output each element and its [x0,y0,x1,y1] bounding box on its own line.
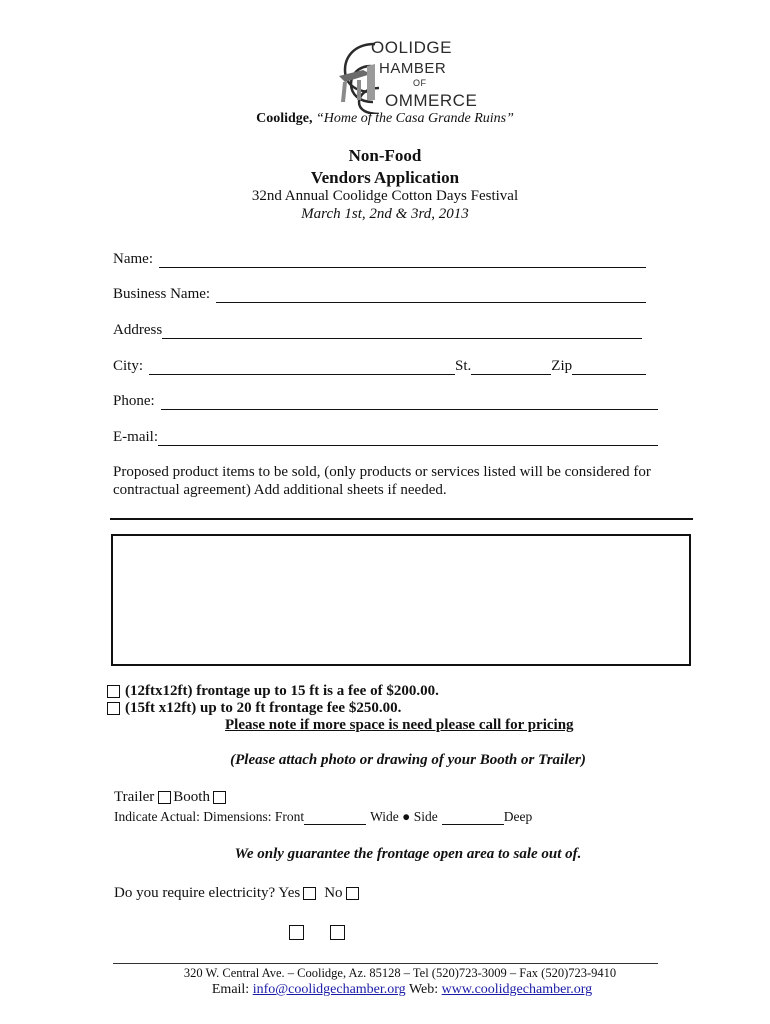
email-field[interactable] [158,431,658,446]
products-textarea[interactable] [111,534,691,666]
city-row [113,358,646,375]
products-instructions: Proposed product items to be sold, (only products or services listed will be considered for contractual agreement) Add additional sheets if needed. [113,464,651,498]
title-line-1: Non-Food [348,146,422,165]
space-note: Please note if more space is need please call for pricing [225,717,574,733]
address-label: Address [113,322,163,338]
option-15x12-label: (15ft x12ft) up to 20 ft frontage fee $250.00. [125,700,402,716]
extra-checkbox-1[interactable] [289,925,304,945]
booth-label: Booth [173,789,210,805]
footer-web-link[interactable]: www.coolidgechamber.org [441,982,593,997]
electricity-row [114,885,362,902]
attach-note: (Please attach photo or drawing of your Booth or Trailer) [230,752,586,768]
phone-label: Phone: [113,393,155,409]
footer-email-link[interactable]: info@coolidgechamber.org [252,982,406,997]
zip-field[interactable] [572,360,646,375]
zip-label: Zip [551,358,573,374]
extra-checkbox-2[interactable] [330,925,345,945]
tagline [0,111,770,127]
option-15x12[interactable] [107,700,401,717]
electricity-yes-checkbox[interactable] [303,887,316,900]
option-12x12[interactable] [107,683,439,700]
section-divider [110,518,693,520]
festival-dates: March 1st, 2nd & 3rd, 2013 [301,206,469,222]
name-label: Name: [113,251,153,267]
email-label: E-mail: [113,429,158,445]
extra-checkbox-1-box[interactable] [289,925,304,940]
phone-row [113,393,658,410]
footer-web-label: Web: [408,982,439,997]
footer-email-label: Email: [211,982,250,997]
state-field[interactable] [471,360,551,375]
booth-checkbox[interactable] [213,791,226,804]
city-field[interactable] [149,360,455,375]
trailer-label: Trailer [114,789,155,805]
logo-line-4: OMMERCE [385,91,478,110]
chamber-logo [335,36,478,114]
phone-field[interactable] [161,395,658,410]
footer-contact [0,982,770,998]
side-field[interactable] [442,812,504,825]
logo-line-2: HAMBER [379,60,447,77]
address-row [113,322,642,339]
front-field[interactable] [304,812,366,825]
name-field[interactable] [159,253,646,268]
festival-name: 32nd Annual Coolidge Cotton Days Festival [251,188,519,204]
wide-side-label: Wide ● Side [370,809,438,824]
option-12x12-checkbox[interactable] [107,685,120,698]
trailer-checkbox[interactable] [158,791,171,804]
city-label: City: [113,358,144,374]
electricity-question: Do you require electricity? Yes [114,885,301,901]
footer-divider [113,963,658,964]
business-row [113,286,646,303]
unit-type-row [114,789,228,806]
electricity-no-checkbox[interactable] [346,887,359,900]
option-12x12-label: (12ftx12ft) frontage up to 15 ft is a fee of $200.00. [125,683,439,699]
business-label: Business Name: [113,286,211,302]
logo-line-1: OOLIDGE [371,38,452,57]
address-field[interactable] [162,324,642,339]
tagline-motto: “Home of the Casa Grande Ruins” [315,111,514,126]
state-label: St. [455,358,472,374]
option-15x12-checkbox[interactable] [107,702,120,715]
email-row [113,429,658,446]
dimensions-prefix: Indicate Actual: Dimensions: Front [114,809,305,824]
electricity-no-label: No [324,885,343,901]
deep-label: Deep [503,809,533,824]
business-field[interactable] [216,288,646,303]
guarantee-note: We only guarantee the frontage open area to sale out of. [234,846,582,862]
dimensions-row [114,809,532,825]
logo-line-3: OF [413,78,427,88]
name-row [113,251,646,268]
title-line-2: Vendors Application [310,168,460,187]
footer-address: 320 W. Central Ave. – Coolidge, Az. 85128 – Tel (520)723-3009 – Fax (520)723-9410 [183,966,617,980]
tagline-place: Coolidge, [256,111,313,126]
extra-checkbox-2-box[interactable] [330,925,345,940]
